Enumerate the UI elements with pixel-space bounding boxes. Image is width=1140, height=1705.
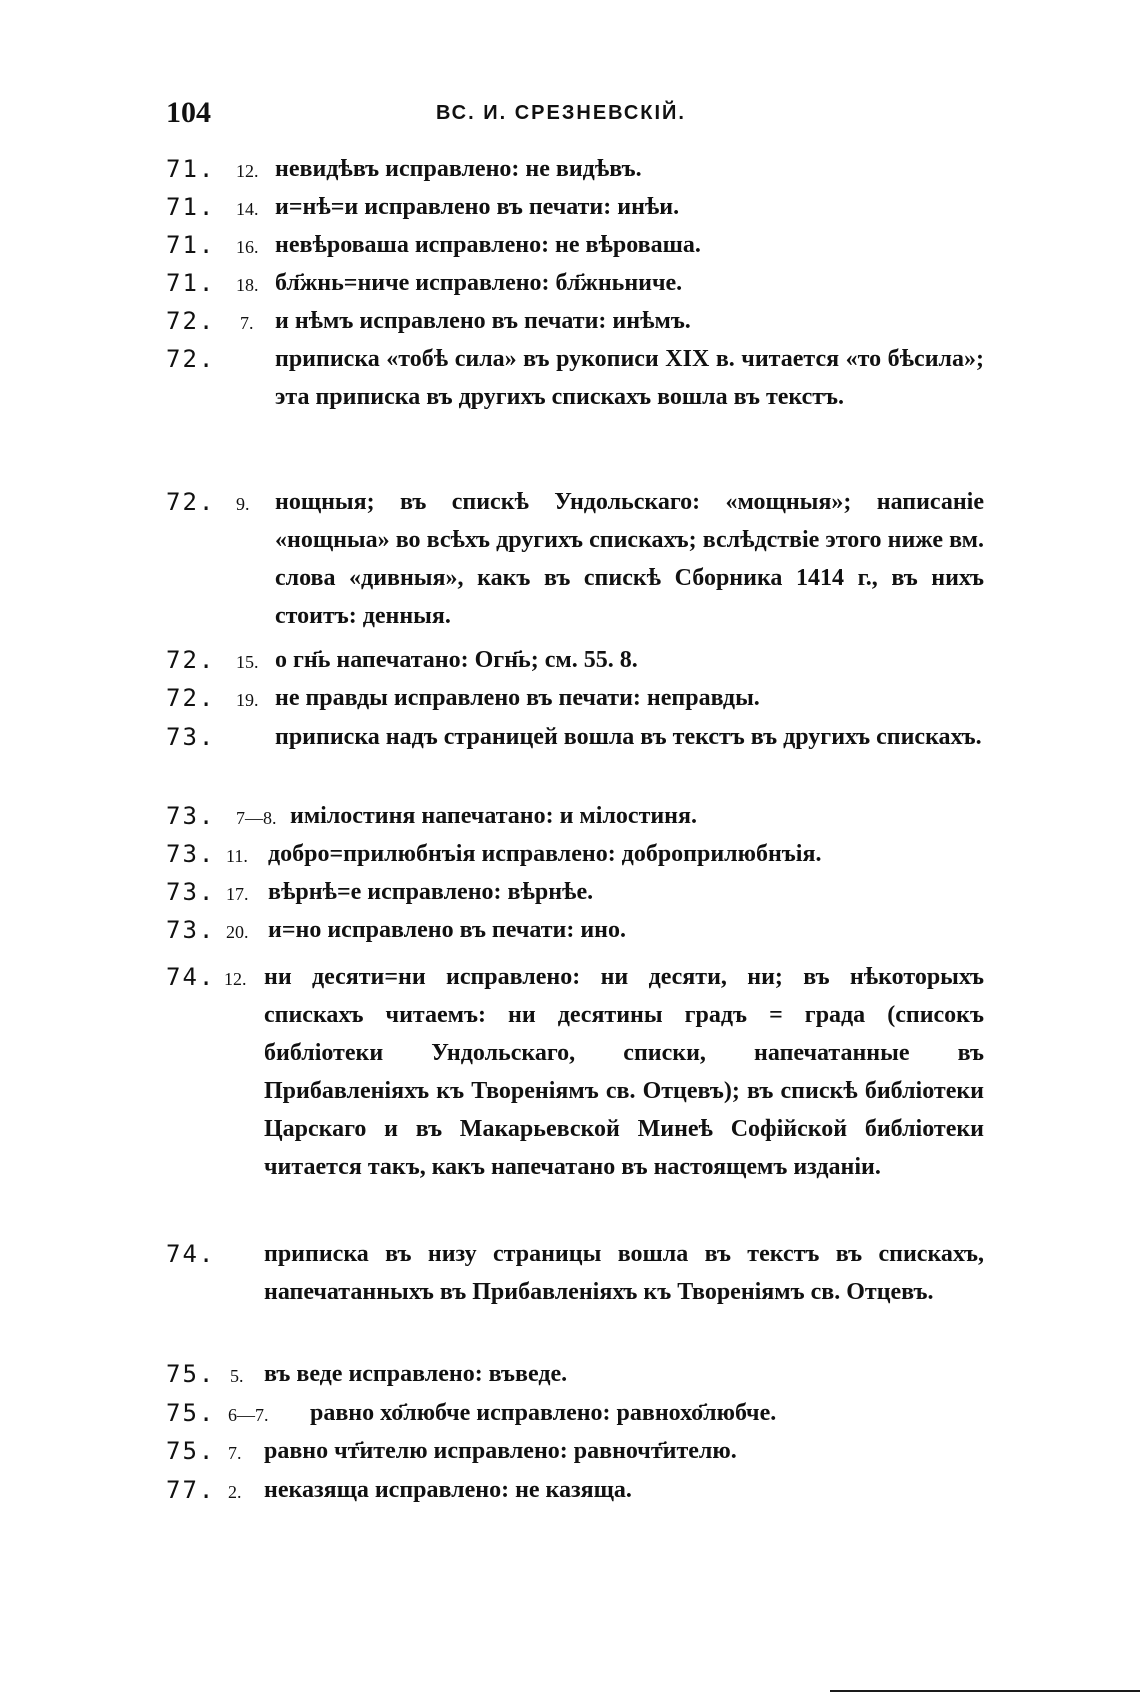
line-ref: 17. [226, 884, 249, 904]
line-ref: 11. [226, 846, 248, 866]
correction-text: добро=прилюбнъія исправлено: доброприлюбнъія. [268, 841, 822, 867]
correction-text: ни десяти=ни исправлено: ни десяти, ни; въ нѣкоторыхъ спискахъ читаемъ: ни десятины градъ = града (списокъ библіотеки Ундольскаго, списки, напечатанные въ Прибавленіяхъ къ Твореніямъ св. Отцевъ); въ спискѣ библіотеки Царскаго и въ Макарьевской Минеѣ Софійской библіотеки читается такъ, какъ напечатано въ настоящемъ изданіи. [264, 964, 984, 1180]
line-ref: 16. [236, 237, 259, 257]
line-ref: 19. [236, 690, 259, 710]
page-ref: 72. [166, 307, 216, 335]
page-ref: 73. [166, 916, 216, 944]
line-ref: 20. [226, 922, 249, 942]
line-ref: 18. [236, 275, 259, 295]
page-ref: 77. [166, 1476, 216, 1504]
correction-text: и=нѣ=и исправлено въ печати: инѣи. [275, 194, 680, 220]
correction-text: приписка надъ страницей вошла въ текстъ въ другихъ спискахъ. [275, 724, 982, 750]
page-ref: 74. [166, 1240, 216, 1268]
page-ref: 72. [166, 488, 216, 516]
page-ref: 72. [166, 345, 216, 373]
correction-text: не правды исправлено въ печати: неправды. [275, 685, 760, 711]
correction-text: о гн҃ь напечатано: Огн҃ь; см. 55. 8. [275, 647, 638, 673]
correction-text: нощныя; въ спискѣ Ундольскаго: «мощныя»; написаніе «нощныа» во всѣхъ другихъ спискахъ; вслѣдствіе этого ниже вм. слова «дивныя», какъ въ спискѣ Сборника 1414 г., въ нихъ стоитъ: денныя. [275, 489, 984, 629]
bottom-rule [830, 1690, 1140, 1692]
page-ref: 73. [166, 840, 216, 868]
page-ref: 72. [166, 646, 216, 674]
page-ref: 71. [166, 231, 216, 259]
line-ref: 7. [228, 1443, 242, 1463]
correction-text: и нѣмъ исправлено въ печати: инѣмъ. [275, 308, 691, 334]
line-ref: 6—7. [228, 1405, 269, 1425]
page-ref: 75. [166, 1399, 216, 1427]
correction-text: невидѣвъ исправлено: не видѣвъ. [275, 156, 642, 182]
correction-text: бл҃жнь=ниче исправлено: бл҃жньниче. [275, 270, 683, 296]
correction-text: приписка «тобѣ сила» въ рукописи XIX в. читается «то бѣсила»; эта приписка въ другихъ спискахъ вошла въ текстъ. [275, 346, 984, 410]
line-ref: 2. [228, 1482, 242, 1502]
line-ref: 15. [236, 652, 259, 672]
correction-text: приписка въ низу страницы вошла въ текстъ въ спискахъ, напечатанныхъ въ Прибавленіяхъ къ Твореніямъ св. Отцевъ. [264, 1241, 984, 1305]
correction-text: въ веде исправлено: въведе. [264, 1361, 568, 1387]
correction-text: равно чт҃ителю исправлено: равночт҃ителю. [264, 1438, 737, 1464]
page-ref: 74. [166, 963, 216, 991]
line-ref: 7. [240, 313, 254, 333]
line-ref: 9. [236, 494, 250, 514]
line-ref: 7—8. [236, 808, 277, 828]
line-ref: 14. [236, 199, 259, 219]
line-ref: 12. [224, 969, 247, 989]
correction-text: и=но исправлено въ печати: ино. [268, 917, 626, 943]
running-title: ВС. И. СРЕЗНЕВСКІЙ. [436, 102, 686, 124]
correction-text: невѣроваша исправлено: не вѣроваша. [275, 232, 701, 258]
page-number: 104 [166, 96, 211, 129]
correction-text: равно хо҃любче исправлено: равнохо҃любче. [310, 1400, 777, 1426]
correction-text: неказяща исправлено: не казяща. [264, 1477, 632, 1503]
page-ref: 72. [166, 684, 216, 712]
page-ref: 73. [166, 878, 216, 906]
correction-text: имілостиня напечатано: и мілостиня. [290, 803, 697, 829]
page-ref: 71. [166, 193, 216, 221]
page-ref: 73. [166, 802, 216, 830]
page-header [166, 96, 986, 136]
page-ref: 71. [166, 269, 216, 297]
page-ref: 75. [166, 1437, 216, 1465]
line-ref: 5. [230, 1366, 244, 1386]
correction-text: вѣрнѣ=е исправлено: вѣрнѣе. [268, 879, 594, 905]
page-ref: 75. [166, 1360, 216, 1388]
page-ref: 73. [166, 723, 216, 751]
line-ref: 12. [236, 161, 259, 181]
page-ref: 71. [166, 155, 216, 183]
